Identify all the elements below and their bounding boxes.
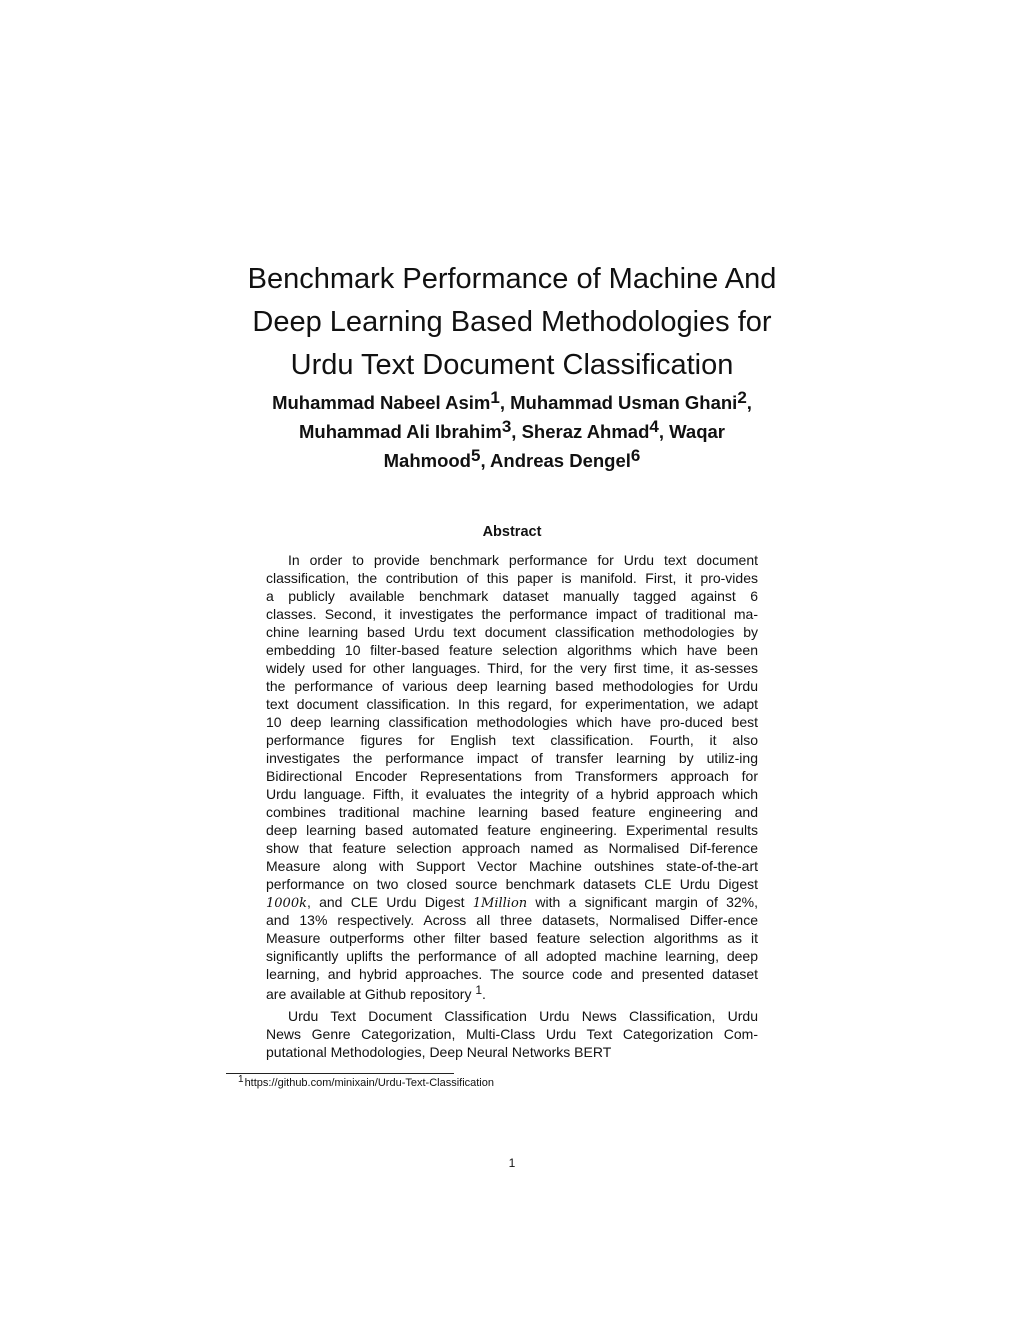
footnote-link[interactable]: https://github.com/minixain/Urdu-Text-Classification <box>244 1077 494 1089</box>
abstract-line: the performance of various deep learning based methodologies for Urdu <box>266 678 758 694</box>
affiliation-marker: 2 <box>737 388 747 407</box>
author-name: , Sheraz Ahmad <box>511 421 650 442</box>
keywords-line: Urdu Text Document Classification Urdu News Classification, Urdu <box>288 1008 758 1024</box>
abstract-line: embedding 10 filter-based feature selection algorithms which have been <box>266 642 758 658</box>
affiliation-marker: 4 <box>649 417 659 436</box>
keywords-line: putational Methodologies, Deep Neural Networks BERT <box>266 1044 612 1060</box>
abstract-line: Measure outperforms other filter based feature selection algorithms as it <box>266 930 758 946</box>
abstract-line: widely used for other languages. Third, for the very first time, it as-sesses <box>266 660 758 676</box>
author-name: Muhammad Nabeel Asim <box>272 392 491 413</box>
title-line: Urdu Text Document Classification <box>290 349 734 381</box>
abstract-line: combines traditional machine learning based feature engineering and <box>266 804 758 820</box>
affiliation-marker: 5 <box>470 446 481 465</box>
abstract-text: , and CLE Urdu Digest <box>306 894 473 910</box>
abstract-text: are available at Github repository <box>266 986 476 1002</box>
abstract-line: chine learning based Urdu text document classification methodologies by <box>266 624 758 640</box>
abstract-line: and 13% respectively. Across all three datasets, Normalised Differ-ence <box>266 912 758 928</box>
abstract-line: significantly uplifts the performance of all adopted machine learning, deep <box>266 948 758 964</box>
abstract-line: classes. Second, it investigates the performance impact of traditional ma- <box>266 606 758 622</box>
abstract-heading: Abstract <box>482 524 542 540</box>
abstract-line: performance figures for English text classification. Fourth, it also <box>266 732 758 748</box>
abstract-text: . <box>482 986 486 1002</box>
abstract-line: Bidirectional Encoder Representations from Transformers approach for <box>266 768 758 784</box>
author-name: Muhammad Ali Ibrahim <box>298 421 502 442</box>
author-name: , Muhammad Usman Ghani <box>499 392 738 413</box>
author-line <box>200 388 824 417</box>
abstract-text: with a significant margin of 32%, <box>527 894 758 910</box>
footnote-reference: 1 <box>475 983 483 997</box>
footnote-marker: 1 <box>238 1074 244 1085</box>
author-line <box>200 417 824 446</box>
math-expression: 1000k <box>266 896 307 911</box>
abstract-line: a publicly available benchmark dataset manually tagged against 6 <box>266 588 758 604</box>
author-separator: , <box>746 392 752 413</box>
math-expression: 1Million <box>472 896 528 911</box>
abstract-body <box>266 551 758 1061</box>
abstract-line: learning, and hybrid approaches. The source code and presented dataset <box>266 966 758 982</box>
author-list <box>200 388 824 475</box>
abstract-line: text document classification. In this regard, for experimentation, we adapt <box>266 696 758 712</box>
author-line <box>200 446 824 475</box>
abstract-line: show that feature selection approach named as Normalised Dif-ference <box>266 840 758 856</box>
abstract-line: Urdu language. Fifth, it evaluates the integrity of a hybrid approach which <box>266 786 758 802</box>
abstract-line: investigates the performance impact of transfer learning by utiliz-ing <box>266 750 758 766</box>
abstract-line: performance on two closed source benchmark datasets CLE Urdu Digest <box>266 876 758 892</box>
abstract-line: deep learning based automated feature engineering. Experimental results <box>266 822 758 838</box>
abstract-line: 10 deep learning classification methodologies which have pro-duced best <box>266 714 758 730</box>
title-line: Deep Learning Based Methodologies for <box>252 306 772 338</box>
affiliation-marker: 6 <box>630 446 641 465</box>
abstract-line: Measure along with Support Vector Machine outshines state-of-the-art <box>266 858 758 874</box>
affiliation-marker: 1 <box>490 388 500 407</box>
abstract-line: classification, the contribution of this paper is manifold. First, it pro-vides <box>266 570 758 586</box>
abstract-line: In order to provide benchmark performance for Urdu text document <box>288 552 758 568</box>
author-name: , Andreas Dengel <box>480 450 631 471</box>
paper-title <box>200 258 824 387</box>
keywords-line: News Genre Categorization, Multi-Class Urdu Text Categorization Com- <box>266 1026 758 1042</box>
footnote <box>238 1076 494 1090</box>
footnote-divider <box>226 1073 454 1074</box>
title-line: Benchmark Performance of Machine And <box>247 263 777 295</box>
author-name: Mahmood <box>383 450 471 471</box>
abstract-line <box>266 983 758 1007</box>
affiliation-marker: 3 <box>501 417 512 436</box>
page-number: 1 <box>508 1156 516 1170</box>
abstract-line <box>266 893 758 911</box>
author-name: , Waqar <box>658 421 726 442</box>
